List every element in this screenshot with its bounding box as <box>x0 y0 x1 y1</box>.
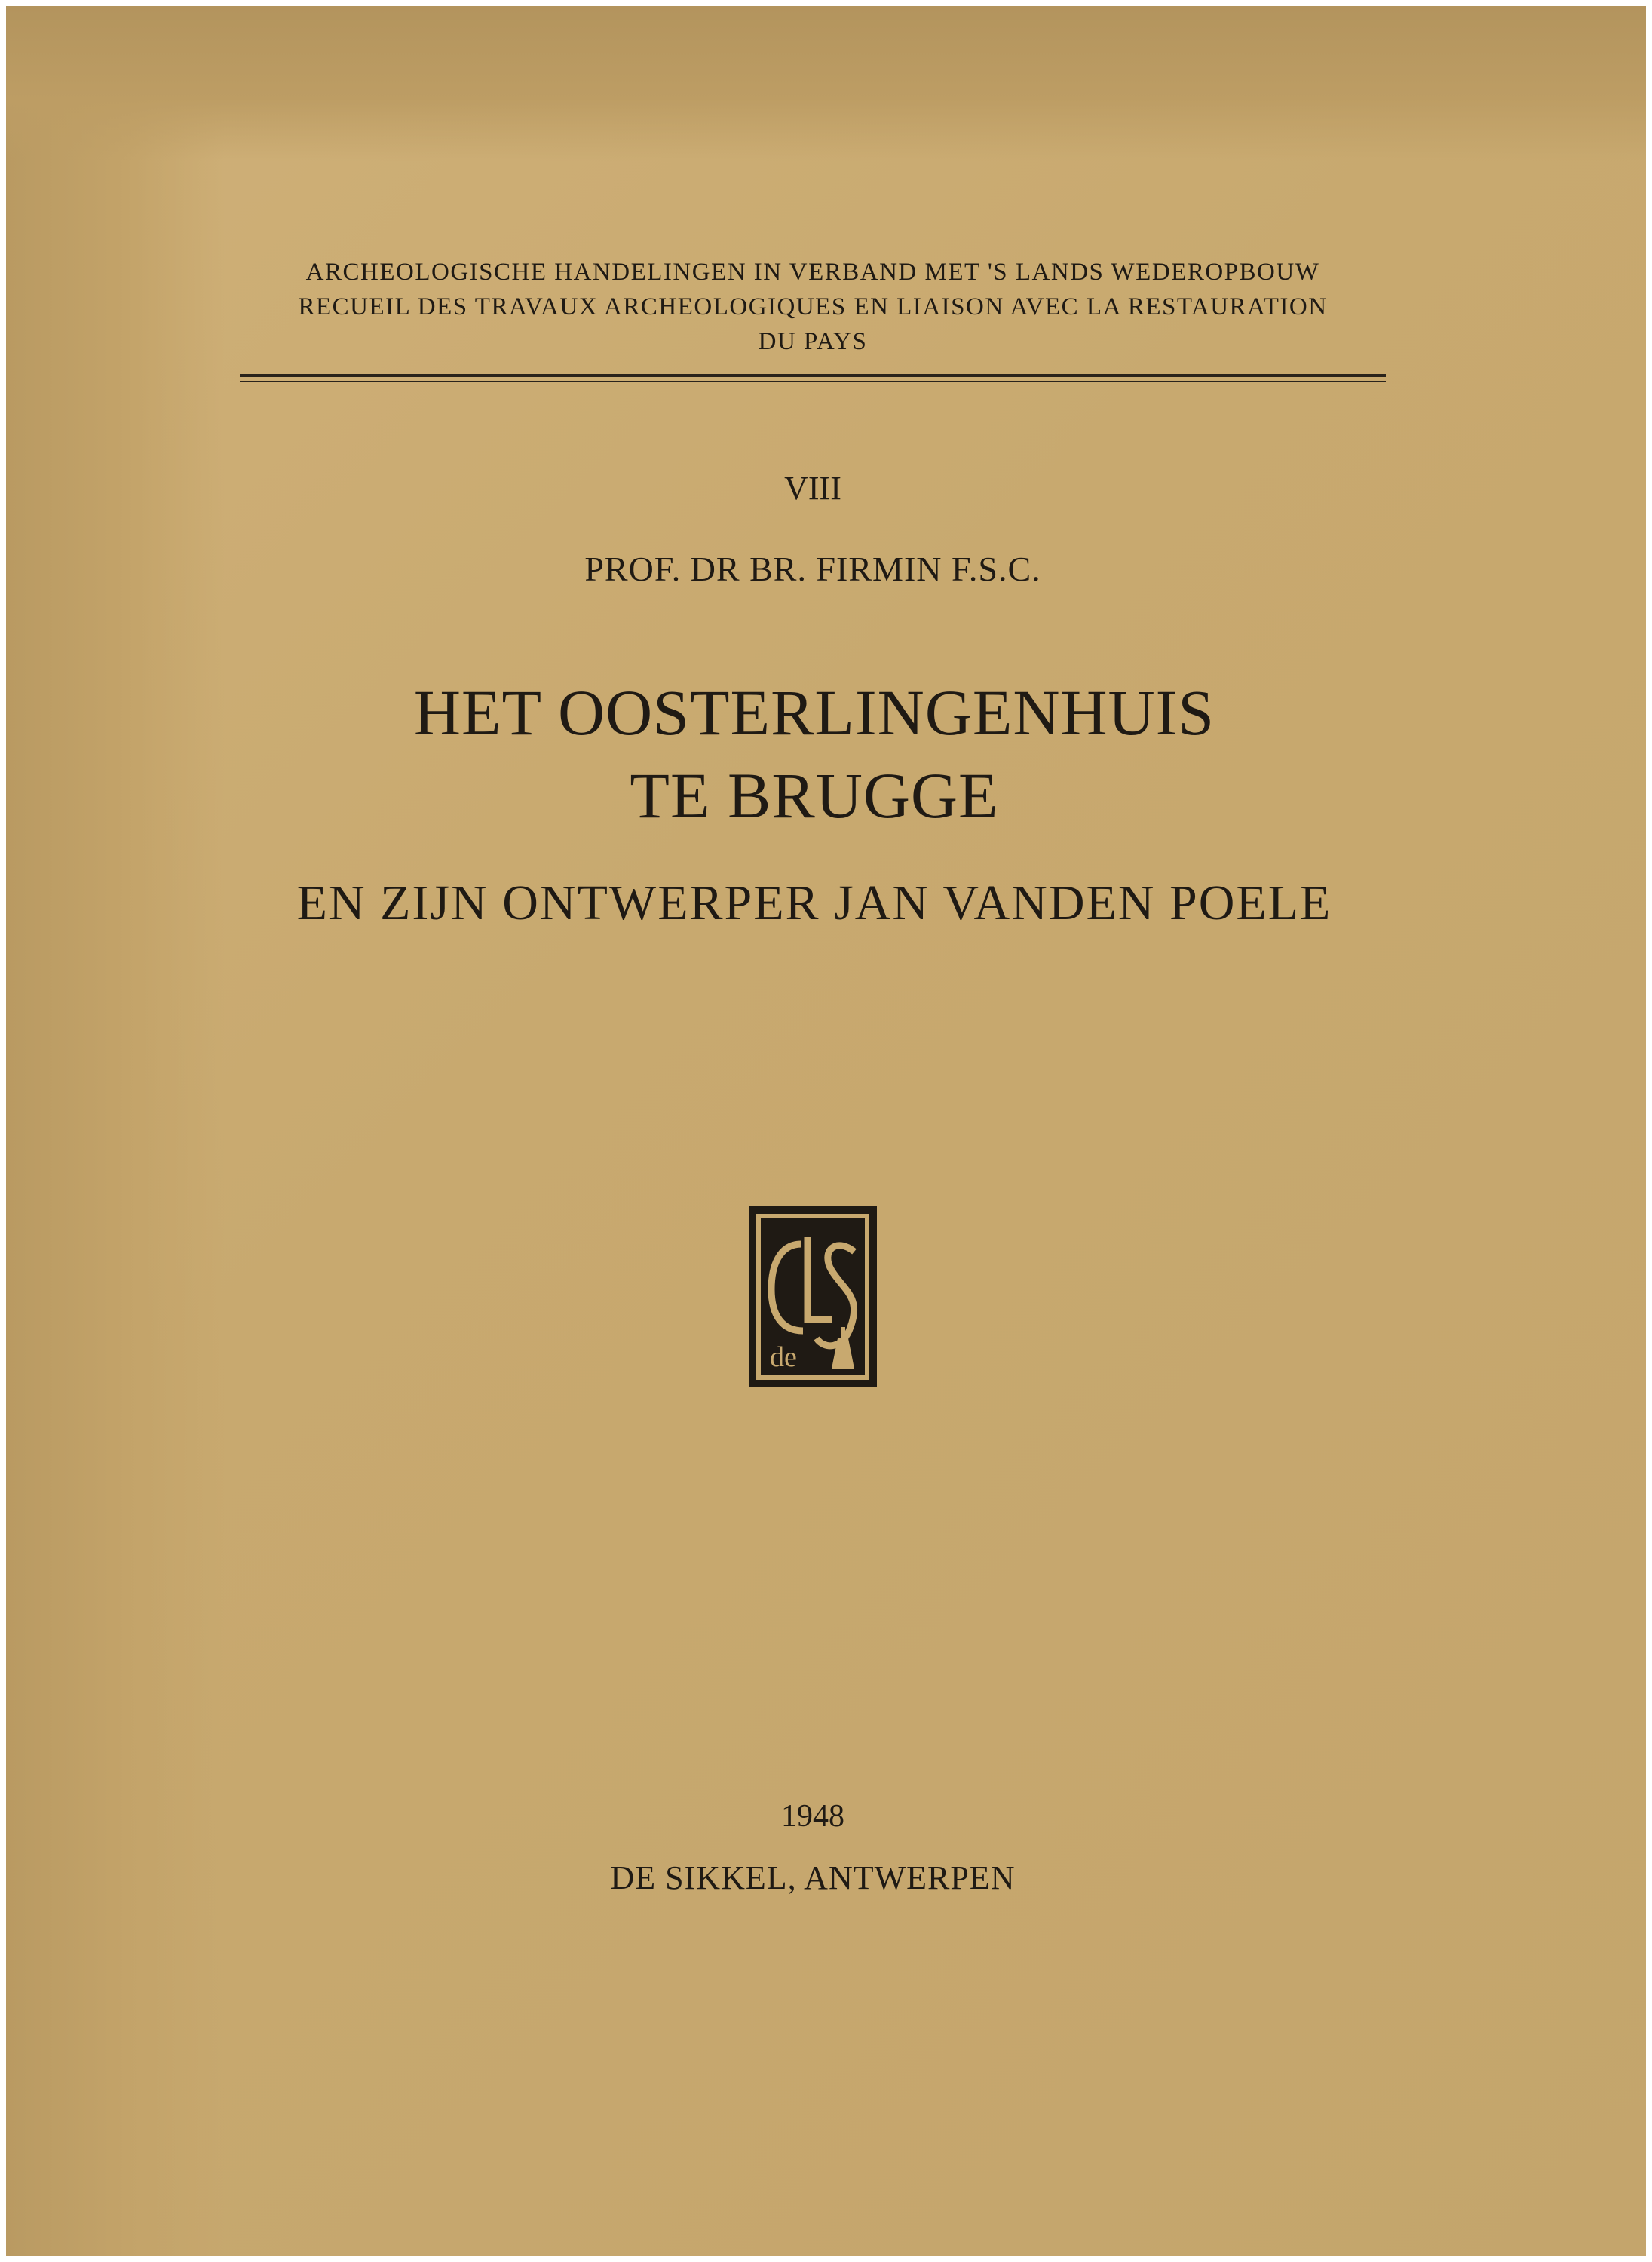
double-rule-top <box>240 374 1386 377</box>
cover-fold-shadow-top <box>6 6 1646 161</box>
book-title <box>226 671 1402 837</box>
series-line-dutch: ARCHEOLOGISCHE HANDELINGEN IN VERBAND MET 'S LANDS WEDEROPBOUW <box>305 259 1320 286</box>
title-line-1: HET OOSTERLINGENHUIS <box>413 676 1215 749</box>
publisher-name: DE SIKKEL, ANTWERPEN <box>610 1859 1016 1896</box>
book-subtitle: EN ZIJN ONTWERPER JAN VANDEN POELE <box>296 875 1332 930</box>
volume-number: VIII <box>784 470 841 507</box>
series-line-french: RECUEIL DES TRAVAUX ARCHEOLOGIQUES EN LIAISON AVEC LA RESTAURATION <box>298 293 1328 320</box>
cover-fold-shadow-left <box>6 6 225 2256</box>
series-line-french-cont: DU PAYS <box>758 328 868 355</box>
publication-year: 1948 <box>781 1799 844 1834</box>
author-name: PROF. DR BR. FIRMIN F.S.C. <box>584 550 1041 588</box>
title-line-2: TE BRUGGE <box>630 759 999 832</box>
double-rule-bottom <box>240 381 1386 382</box>
logo-monogram-text: de <box>770 1341 797 1373</box>
publisher-logo-icon <box>749 1206 877 1387</box>
series-title <box>240 255 1386 359</box>
